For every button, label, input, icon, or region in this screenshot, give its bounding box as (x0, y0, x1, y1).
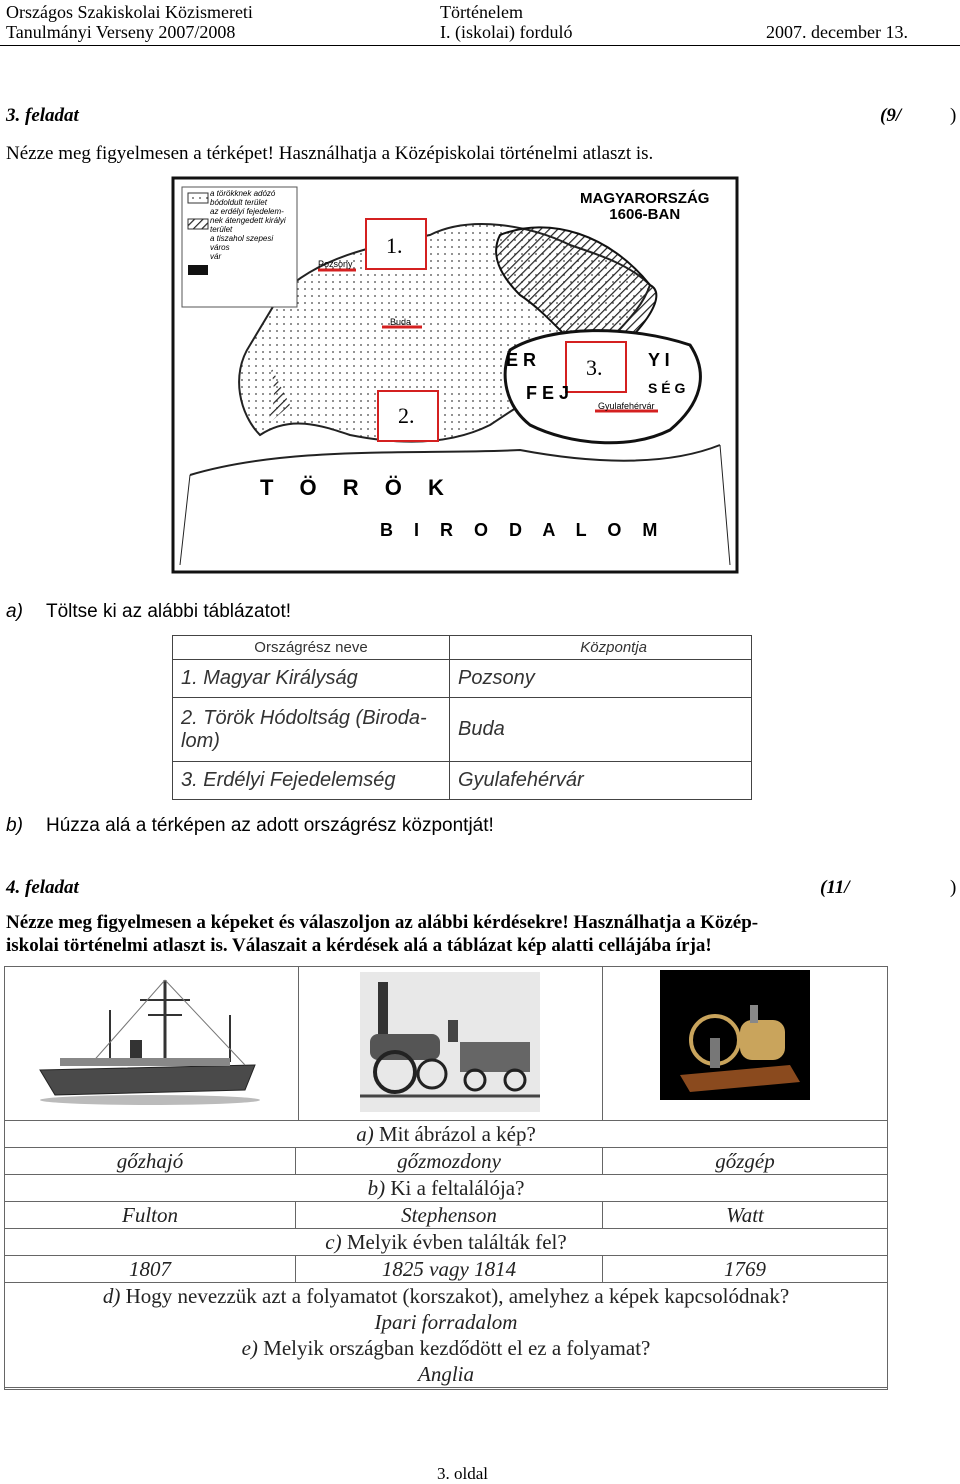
answer-a-3: gőzgép (603, 1148, 888, 1175)
map-region-er: E R (506, 350, 537, 370)
answer-c-1: 1807 (5, 1256, 296, 1283)
map-region-torok: T Ö R Ö K (260, 475, 454, 500)
question-c-text: Melyik évben találták fel? (346, 1229, 567, 1254)
header-year: Tanulmányi Verseny 2007/2008 (6, 22, 236, 42)
map-label-2: 2. (398, 403, 415, 428)
table-row-3-name: 3. Erdélyi Fejedelemség (173, 762, 450, 800)
locomotive-image (360, 972, 540, 1117)
task4-intro-2: iskolai történelmi atlaszt is. Válaszait a kérdések alá a táblázat kép alatti cellájába írja! (6, 935, 712, 956)
task3-points: (9/ (880, 105, 902, 126)
map-region-yi: Y I (648, 350, 670, 370)
map-legend-1: a törökknek adózó bódoldult terület (210, 189, 276, 207)
header-subject: Történelem (440, 2, 523, 22)
question-c (5, 1229, 888, 1256)
answer-a-1: gőzhajó (5, 1148, 296, 1175)
table-head-name: Országrész neve (173, 636, 450, 660)
question-d (5, 1283, 888, 1310)
map-legend-2: az erdélyi fejedelem- nek átengedett királyi terület (210, 207, 286, 234)
task3-a-label: a) (6, 601, 23, 622)
task3-a-text: Töltse ki az alábbi táblázatot! (46, 601, 292, 622)
map-region-birodalom: B I R O D A L O M (380, 520, 666, 540)
header-round: I. (iskolai) forduló (440, 22, 573, 42)
steamship-image (30, 970, 270, 1115)
map-city-pozsony: Pozsony (318, 259, 353, 269)
task3-b-text: Húzza alá a térképen az adott országrész központját! (46, 815, 494, 836)
answer-c-3: 1769 (603, 1256, 888, 1283)
task4-points-close: ) (950, 877, 957, 898)
question-c-label: c) (325, 1229, 342, 1254)
task4-intro-1: Nézze meg figyelmesen a képeket és válaszoljon az alábbi kérdésekre! Használhatja a Közép- (6, 912, 759, 933)
question-b (5, 1175, 888, 1202)
question-b-text: Ki a feltalálója? (390, 1175, 525, 1200)
task4-title: 4. feladat (6, 877, 79, 898)
question-a-text: Mit ábrázol a kép? (378, 1121, 536, 1146)
answer-b-2: Stephenson (296, 1202, 603, 1229)
header-rule (0, 45, 960, 46)
answer-d: Ipari forradalom (5, 1309, 888, 1335)
task3-b-label: b) (6, 815, 23, 836)
task3-title: 3. feladat (6, 105, 79, 126)
table-row-2-center: Buda (450, 698, 752, 762)
table-row-1-center: Pozsony (450, 660, 752, 698)
map-legend-4: vár (210, 252, 222, 261)
question-a (5, 1121, 888, 1148)
map-city-buda: Buda (390, 317, 412, 327)
answers-table (4, 1120, 888, 1388)
question-d-text: Hogy nevezzük azt a folyamatot (korszakot), amelyhez a képek kapcsolódnak? (125, 1283, 790, 1308)
table-row-3-center: Gyulafehérvár (450, 762, 752, 800)
historical-map (170, 175, 740, 575)
question-e-label: e) (241, 1335, 258, 1360)
map-label-1: 1. (386, 233, 403, 258)
question-e (5, 1335, 888, 1361)
answer-c-2: 1825 vagy 1814 (296, 1256, 603, 1283)
page-number: 3. oldal (437, 1464, 488, 1483)
answer-a-2: gőzmozdony (296, 1148, 603, 1175)
header-date: 2007. december 13. (766, 22, 908, 42)
question-d-label: d) (102, 1283, 121, 1308)
question-b-label: b) (367, 1175, 386, 1200)
question-a-label: a) (356, 1121, 374, 1146)
map-legend (210, 189, 294, 261)
task3-points-close: ) (950, 105, 957, 126)
map-city-gyulafehervar: Gyulafehérvár (598, 401, 655, 411)
map-legend-3: a tiszahol szepesi város (210, 234, 274, 252)
images-divider-2 (602, 966, 603, 1120)
answer-e: Anglia (5, 1361, 888, 1388)
table-row-1-name: 1. Magyar Királyság (173, 660, 450, 698)
task3-intro: Nézze meg figyelmesen a térképet! Használhatja a Középiskolai történelmi atlaszt is. (6, 143, 654, 164)
table-head-center: Központja (450, 636, 752, 660)
map-title-1: MAGYARORSZÁG (580, 190, 710, 207)
answer-b-3: Watt (603, 1202, 888, 1229)
table-row-2-name: 2. Török Hódoltság (Biroda- lom) (173, 698, 450, 762)
images-divider-1 (298, 966, 299, 1120)
map-region-seg: S É G (648, 380, 686, 396)
question-e-text: Melyik országban kezdődött el ez a folyamat? (263, 1335, 651, 1360)
map-label-3: 3. (586, 355, 603, 380)
country-parts-table (172, 635, 752, 800)
map-region-fej: F E J (526, 383, 570, 403)
header-competition: Országos Szakiskolai Közismereti (6, 2, 253, 22)
answer-b-1: Fulton (5, 1202, 296, 1229)
map-title-2: 1606-BAN (609, 206, 681, 223)
steam-engine-image (660, 970, 810, 1105)
task4-points: (11/ (820, 877, 850, 898)
